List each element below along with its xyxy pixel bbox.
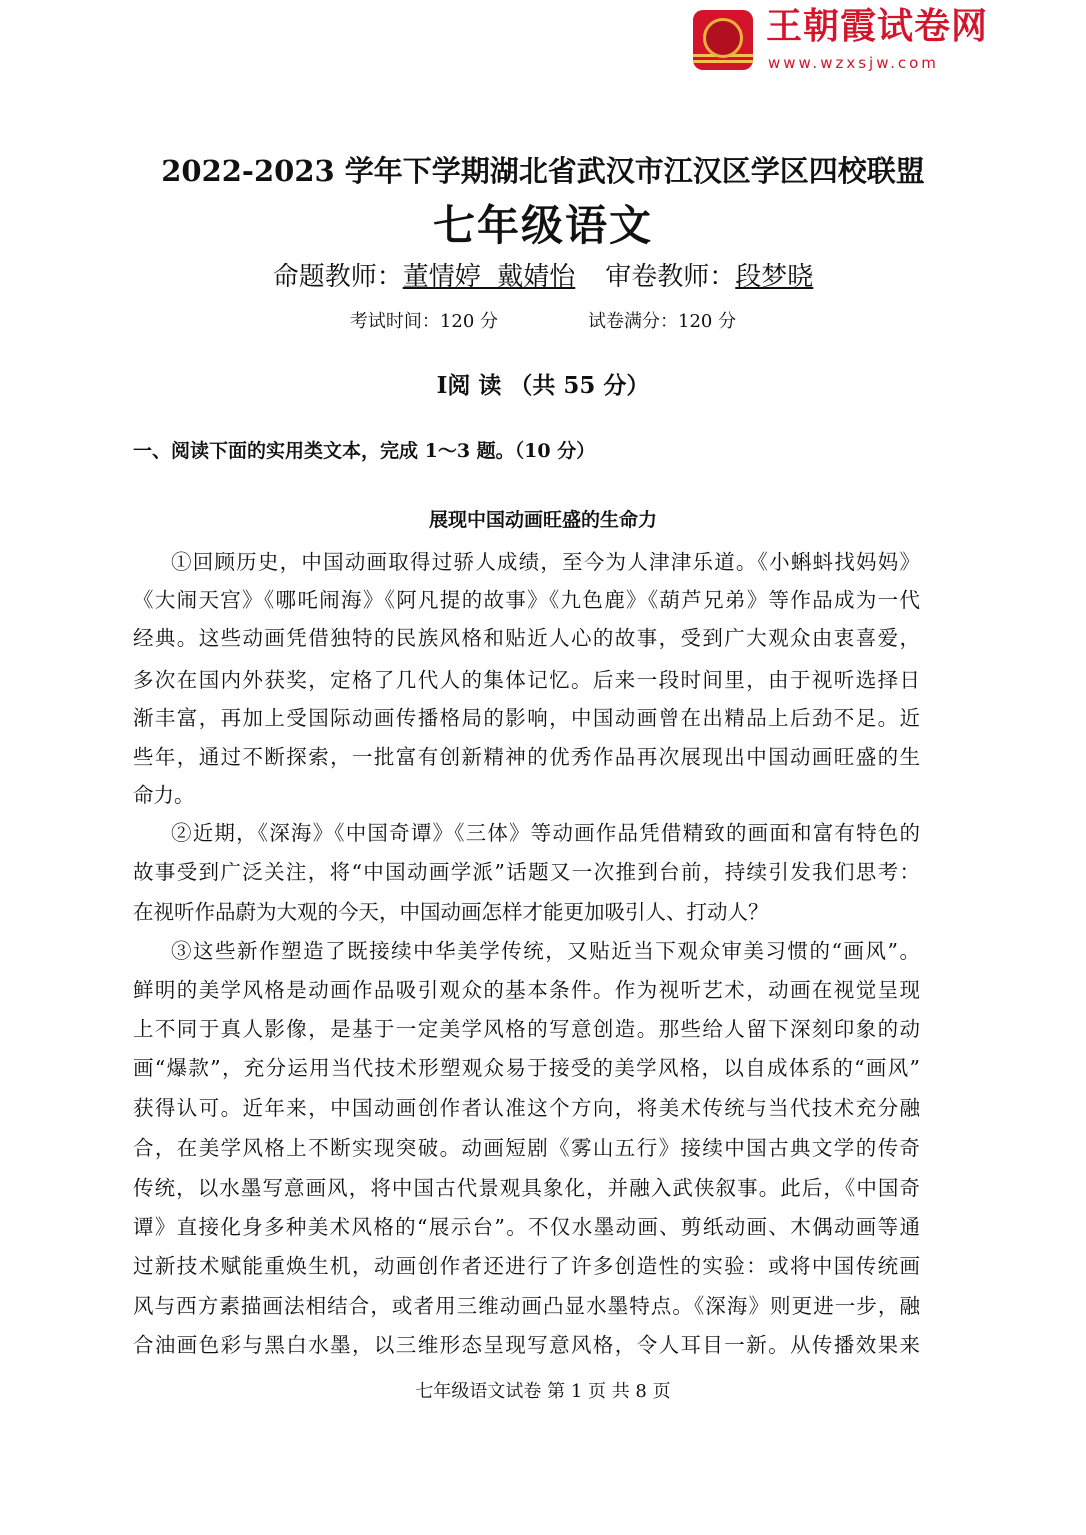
exam-title: 2022-2023 学年下学期湖北省武汉市江汉区学区四校联盟	[161, 154, 925, 188]
exam-subject: 七年级语文	[432, 201, 653, 250]
site-logo	[690, 6, 1070, 76]
setter-label: 命题教师：	[272, 262, 403, 292]
paragraph-line: 些年，通过不断探索，一批富有创新精神的优秀作品再次展现出中国动画旺盛的生	[133, 745, 920, 769]
page-footer: 七年级语文试卷 第 1 页 共 8 页	[415, 1381, 671, 1402]
paragraph-line: 传统，以水墨写意画风，将中国古代景观具象化，并融入武侠叙事。此后，《中国奇	[133, 1176, 920, 1200]
paragraph-line: ③这些新作塑造了既接续中华美学传统，又贴近当下观众审美习惯的“画风”。	[171, 939, 920, 963]
teachers-line	[0, 260, 1086, 294]
paragraph-line: 风与西方素描画法相结合，或者用三维动画凸显水墨特点。《深海》则更进一步，融	[133, 1294, 920, 1318]
paragraph-line: 获得认可。近年来，中国动画创作者认准这个方向，将美术传统与当代技术充分融	[133, 1096, 920, 1120]
paragraph-line: 在视听作品蔚为大观的今天，中国动画怎样才能更加吸引人、打动人？	[133, 900, 769, 924]
paragraph-line: 画“爆款”，充分运用当代技术形塑观众易于接受的美学风格，以自成体系的“画风”	[133, 1056, 920, 1080]
paragraph-line: ①回顾历史，中国动画取得过骄人成绩，至今为人津津乐道。《小蝌蚪找妈妈》	[171, 550, 920, 574]
exam-score: 试卷满分：120 分	[588, 311, 737, 332]
paragraph-line: 经典。这些动画凭借独特的民族风格和贴近人心的故事，受到广大观众由衷喜爱，	[133, 626, 920, 650]
reviewer: 段梦晓	[735, 262, 814, 292]
paragraph-line: 《大闹天宫》《哪吒闹海》《阿凡提的故事》《九色鹿》《葫芦兄弟》等作品成为一代	[133, 588, 920, 612]
question-heading: 一、阅读下面的实用类文本，完成 1～3 题。（10 分）	[133, 440, 596, 462]
section-heading: Ⅰ阅 读 （共 55 分）	[436, 372, 650, 399]
paragraph-line: 鲜明的美学风格是动画作品吸引观众的基本条件。作为视听艺术，动画在视觉呈现	[133, 978, 920, 1002]
logo-url: www.wzxsjw.com	[768, 54, 939, 72]
paragraph-line: 渐丰富，再加上受国际动画传播格局的影响，中国动画曾在出精品上后劲不足。近	[133, 706, 920, 730]
logo-badge-icon	[693, 10, 753, 70]
exam-info	[0, 311, 1086, 333]
paragraph-line: 合油画色彩与黑白水墨，以三维形态呈现写意风格，令人耳目一新。从传播效果来	[133, 1333, 920, 1357]
paragraph-line: 上不同于真人影像，是基于一定美学风格的写意创造。那些给人留下深刻印象的动	[133, 1017, 920, 1041]
reviewer-label: 审卷教师：	[605, 262, 736, 292]
paragraph-line: ②近期，《深海》《中国奇谭》《三体》等动画作品凭借精致的画面和富有特色的	[171, 821, 920, 845]
paragraph-line: 故事受到广泛关注，将“中国动画学派”话题又一次推到台前，持续引发我们思考：	[133, 860, 920, 884]
setters: 董情婷 戴婧怡	[402, 262, 576, 292]
paragraph-line: 多次在国内外获奖，定格了几代人的集体记忆。后来一段时间里，由于视听选择日	[133, 668, 920, 692]
paragraph-line: 过新技术赋能重焕生机，动画创作者还进行了许多创造性的实验：或将中国传统画	[133, 1254, 920, 1278]
exam-time: 考试时间：120 分	[349, 311, 498, 332]
paragraph-line: 谭》直接化身多种美术风格的“展示台”。不仅水墨动画、剪纸动画、木偶动画等通	[133, 1215, 920, 1239]
paragraph-line: 命力。	[133, 783, 195, 807]
article-title: 展现中国动画旺盛的生命力	[428, 509, 657, 531]
logo-name: 王朝霞试卷网	[766, 6, 989, 47]
paragraph-line: 合，在美学风格上不断实现突破。动画短剧《雾山五行》接续中国古典文学的传奇	[133, 1136, 920, 1160]
